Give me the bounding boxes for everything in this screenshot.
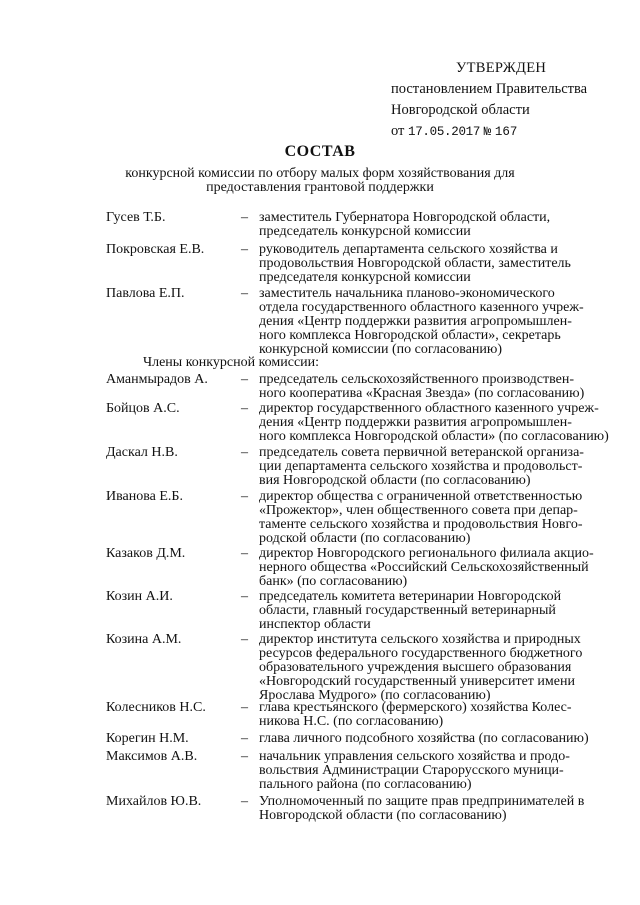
member-name: Корегин Н.М. [106, 731, 189, 746]
member-role-line: ции департамента сельского хозяйства и продовольст- [259, 459, 583, 474]
member-name: Бойцов А.С. [106, 401, 180, 416]
member-role-line: нерного общества «Российский Сельскохозяйственный [259, 560, 589, 575]
member-role-line: директор общества с ограниченной ответственностью [259, 489, 583, 504]
member-name: Иванова Е.Б. [106, 489, 183, 504]
member-name: Покровская Е.В. [106, 242, 205, 257]
member-name: Козин А.И. [106, 589, 173, 604]
entry-dash: – [241, 589, 248, 604]
member-role [259, 211, 619, 239]
member-role [259, 701, 619, 729]
subtitle-line-1: конкурсной комиссии по отбору малых форм хозяйствования для [125, 166, 515, 181]
member-role-line: председателя конкурсной комиссии [259, 270, 471, 285]
approval-title: УТВЕРЖДЕН [456, 60, 547, 76]
member-role-line: отдела государственного областного казенного учреж- [259, 300, 584, 315]
member-role-line: «Прожектор», член общественного совета при депар- [259, 503, 578, 518]
member-role-line: «Новгородский государственный университет имени [259, 674, 575, 689]
member-role [259, 287, 619, 357]
member-role-line: председатель совета первичной ветеранской организа- [259, 445, 584, 460]
approval-date: 17.05.2017 [408, 125, 481, 139]
member-role-line: никова Н.С. (по согласованию) [259, 714, 444, 729]
member-role-line: заместитель начальника планово-экономического [259, 286, 555, 301]
member-role [259, 547, 619, 589]
approval-date-line [391, 121, 587, 143]
member-role [259, 373, 619, 401]
member-role-line: Ярослава Мудрого» (по согласованию) [259, 688, 491, 703]
member-role-line: Новгородской области (по согласованию) [259, 808, 507, 823]
member-role-line: директор института сельского хозяйства и природных [259, 632, 581, 647]
approval-line-1: постановлением Правительства [391, 81, 588, 97]
member-role [259, 590, 619, 632]
member-name: Аманмырадов А. [106, 372, 208, 387]
document-subtitle [0, 167, 640, 195]
entry-dash: – [241, 700, 248, 715]
entry-dash: – [241, 489, 248, 504]
member-role-line: ресурсов федерального государственного бюджетного [259, 646, 583, 661]
member-role-line: председатель комитета ветеринарии Новгородской [259, 589, 562, 604]
entry-dash: – [241, 286, 248, 301]
subtitle-line-2: предоставления грантовой поддержки [206, 180, 434, 195]
member-role-line: директор государственного областного казенного учреж- [259, 401, 599, 416]
members-label: Члены конкурсной комиссии: [143, 355, 320, 370]
member-role-line: вия Новгородской области (по согласованию) [259, 473, 531, 488]
member-role [259, 243, 619, 285]
member-role-line: продовольствия Новгородской области, заместитель [259, 256, 571, 271]
entry-dash: – [241, 546, 248, 561]
member-role-line: Уполномоченный по защите прав предпринимателей в [259, 794, 585, 809]
member-role-line: руководитель департамента сельского хозяйства и [259, 242, 558, 257]
approval-date-prefix: от [391, 123, 405, 139]
entry-dash: – [241, 242, 248, 257]
member-role-line: банк» (по согласованию) [259, 574, 408, 589]
member-role-line: образовательного учреждения высшего образования [259, 660, 572, 675]
member-role-line: глава личного подсобного хозяйства (по согласованию) [259, 731, 589, 746]
member-role-line: начальник управления сельского хозяйства и продо- [259, 749, 570, 764]
document-title: СОСТАВ [284, 143, 356, 160]
member-name: Козина А.М. [106, 632, 182, 647]
approval-line-2: Новгородской области [391, 102, 530, 118]
entry-dash: – [241, 749, 248, 764]
entry-dash: – [241, 401, 248, 416]
entry-dash: – [241, 445, 248, 460]
member-role-line: дения «Центр поддержки развития агропромышлен- [259, 314, 572, 329]
member-name: Даскал Н.В. [106, 445, 178, 460]
member-role-line: дения «Центр поддержки развития агропромышлен- [259, 415, 572, 430]
member-role-line: директор Новгородского регионального филиала акцио- [259, 546, 594, 561]
member-role-line: заместитель Губернатора Новгородской области, [259, 210, 551, 225]
member-role [259, 750, 619, 792]
member-role-line: ного комплекса Новгородской области», секретарь [259, 328, 561, 343]
member-role-line: ного кооператива «Красная Звезда» (по согласованию) [259, 386, 585, 401]
member-role-line: вольствия Администрации Старорусского муници- [259, 763, 564, 778]
member-role [259, 732, 619, 746]
entry-dash: – [241, 731, 248, 746]
entry-dash: – [241, 210, 248, 225]
member-role-line: председатель конкурсной комиссии [259, 224, 471, 239]
member-name: Максимов А.В. [106, 749, 198, 764]
member-role [259, 402, 619, 444]
member-role-line: родской области (по согласованию) [259, 531, 471, 546]
member-role-line: конкурсной комиссии (по согласованию) [259, 342, 503, 357]
member-role [259, 633, 619, 703]
approval-number: 167 [494, 125, 518, 139]
approval-stamp [391, 58, 587, 143]
entry-dash: – [241, 794, 248, 809]
member-role [259, 490, 619, 546]
member-role-line: пального района (по согласованию) [259, 777, 472, 792]
member-name: Гусев Т.Б. [106, 210, 166, 225]
entry-dash: – [241, 372, 248, 387]
member-role-line: области, главный государственный ветеринарный [259, 603, 556, 618]
member-role-line: таменте сельского хозяйства и продовольствия Новго- [259, 517, 583, 532]
member-role-line: ного комплекса Новгородской области» (по согласованию) [259, 429, 609, 444]
member-name: Колесников Н.С. [106, 700, 206, 715]
approval-number-sign: № [483, 125, 492, 139]
member-role [259, 795, 619, 823]
entry-dash: – [241, 632, 248, 647]
member-name: Павлова Е.П. [106, 286, 185, 301]
member-role-line: инспектор области [259, 617, 371, 632]
member-role [259, 446, 619, 488]
member-role-line: глава крестьянского (фермерского) хозяйства Колес- [259, 700, 572, 715]
member-role-line: председатель сельскохозяйственного производствен- [259, 372, 575, 387]
member-name: Михайлов Ю.В. [106, 794, 202, 809]
member-name: Казаков Д.М. [106, 546, 186, 561]
